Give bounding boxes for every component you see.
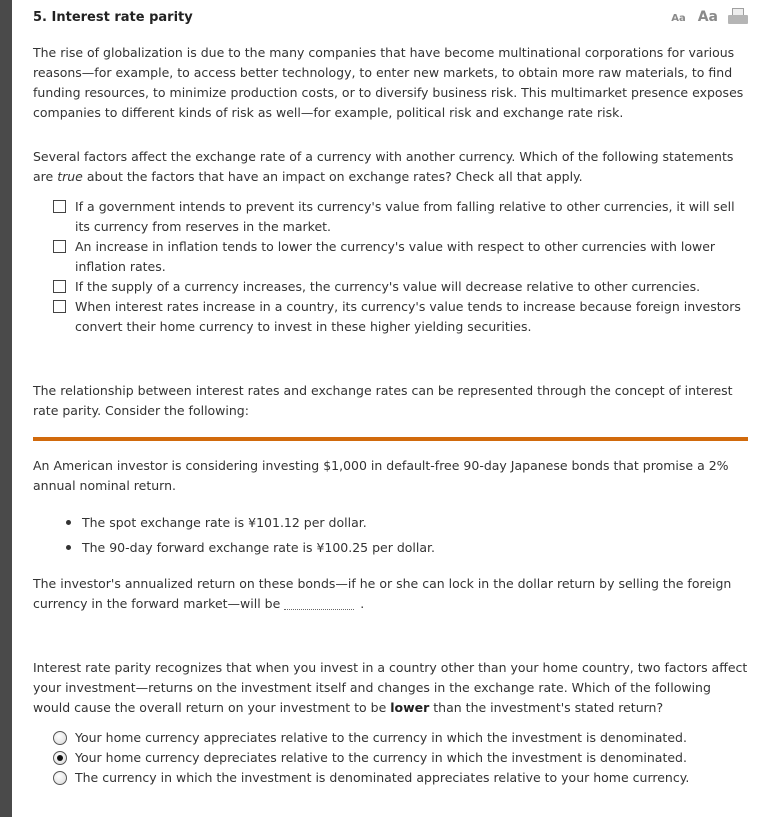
- checkbox-label: When interest rates increase in a country, its currency's value tends to increase because foreign investors convert their home currency to invest in these higher yielding securities.: [75, 299, 741, 334]
- scenario-bullets: [62, 510, 435, 560]
- intro-paragraph: The rise of globalization is due to the many companies that have become multinational corporations for various reasons—for example, to access better technology, to enter new markets, to obtain more raw materials, to find funding resources, to minimize production costs, or to diversify business risk. This multimarket presence exposes companies to different kinds of risk as well—for example, political risk and exchange rate risk.: [33, 45, 744, 120]
- bullet-forward-rate: The 90-day forward exchange rate is ¥100.25 per dollar.: [62, 535, 435, 560]
- question-panel: [12, 0, 768, 817]
- radio-label: Your home currency depreciates relative to the currency in which the investment is denominated.: [75, 750, 687, 765]
- checkbox-option-2[interactable]: [53, 237, 753, 277]
- radio-button[interactable]: [53, 771, 67, 785]
- radio-option-1[interactable]: [53, 728, 753, 748]
- bullet-spot-rate: The spot exchange rate is ¥101.12 per dollar.: [62, 510, 435, 535]
- checkbox[interactable]: [53, 240, 66, 253]
- radio-label: The currency in which the investment is denominated appreciates relative to your home currency.: [75, 770, 690, 785]
- parity-intro: The relationship between interest rates and exchange rates can be represented through the concept of interest rate parity. Consider the following:: [33, 383, 733, 418]
- radio-button-selected[interactable]: [53, 751, 67, 765]
- checkbox-label: If the supply of a currency increases, the currency's value will decrease relative to other currencies.: [75, 279, 701, 294]
- radio-button[interactable]: [53, 731, 67, 745]
- toolbar: [671, 8, 748, 26]
- question-title: 5. Interest rate parity: [33, 10, 193, 25]
- checkbox-option-1[interactable]: [53, 197, 753, 237]
- checkbox[interactable]: [53, 300, 66, 313]
- checkbox[interactable]: [53, 200, 66, 213]
- section-divider: [33, 437, 748, 441]
- question1-prompt: Several factors affect the exchange rate of a currency with another currency. Which of the following statements are true about the factors that have an impact on exchange rates? Check all that apply.: [33, 149, 734, 184]
- checkbox-option-4[interactable]: [53, 297, 753, 337]
- radio-label: Your home currency appreciates relative to the currency in which the investment is denominated.: [75, 730, 687, 745]
- checkbox-label: An increase in inflation tends to lower the currency's value with respect to other currencies with lower inflation rates.: [75, 239, 716, 274]
- font-size-large-button[interactable]: Aa: [697, 9, 718, 25]
- question2-prompt: The investor's annualized return on these bonds—if he or she can lock in the dollar return by selling the foreign currency in the forward market—will be .: [33, 576, 732, 611]
- scenario-text: An American investor is considering investing $1,000 in default-free 90-day Japanese bonds that promise a 2% annual nominal return.: [33, 458, 729, 493]
- radio-option-2[interactable]: [53, 748, 753, 768]
- answer-dropdown[interactable]: [284, 596, 354, 610]
- checkbox-label: If a government intends to prevent its currency's value from falling relative to other currencies, it will sell its currency from reserves in the market.: [75, 199, 735, 234]
- font-size-small-button[interactable]: Aa: [671, 13, 686, 24]
- question3-prompt: Interest rate parity recognizes that when you invest in a country other than your home country, two factors affect your investment—returns on the investment itself and changes in the exchange rate. Which of the following would cause the overall return on your investment to be lower than the investment's stated return?: [33, 660, 748, 715]
- radio-option-3[interactable]: [53, 768, 753, 788]
- checkbox[interactable]: [53, 280, 66, 293]
- print-icon[interactable]: [728, 8, 748, 26]
- checkbox-option-3[interactable]: [53, 277, 753, 297]
- left-sidebar-edge: [0, 0, 12, 817]
